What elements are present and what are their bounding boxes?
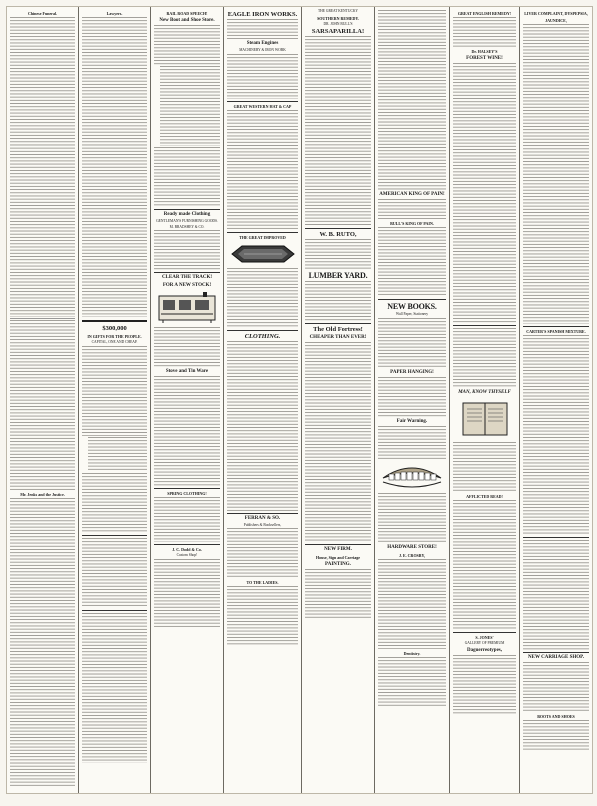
column-4 [224, 7, 302, 793]
advert-heading: LIVER COMPLAINT, DYSPEPSIA, [524, 11, 588, 16]
dentures-illustration [379, 464, 445, 490]
advert-body [305, 342, 371, 542]
divider [154, 209, 220, 210]
advert-heading: PAINTING. [325, 562, 351, 568]
advert-heading: THE GREAT IMPROVED [239, 234, 286, 240]
advert-heading: Steam Engines [246, 41, 279, 46]
divider [227, 330, 298, 331]
advert-body [378, 227, 446, 297]
divider [523, 652, 589, 653]
column-6 [375, 7, 450, 793]
advert-body [523, 335, 589, 535]
advert-heading: FOREST WINE! [466, 56, 503, 61]
advert-heading: FOR A NEW STOCK! [162, 283, 212, 289]
article-body [10, 320, 75, 490]
advert-subheading: M. BRADSHEY & CO. [169, 224, 205, 229]
advert-subheading: THE GREAT KENTUCKY [317, 9, 359, 13]
advert-body [227, 54, 298, 99]
advert-body [227, 19, 298, 39]
advert-body [523, 720, 589, 750]
advert-body [378, 10, 446, 190]
divider [305, 228, 371, 229]
advert-heading: HARDWARE STORE! [387, 544, 437, 550]
advert-subheading: Dr. HALSEY'S [471, 49, 498, 54]
column-8 [520, 7, 592, 793]
advert-subheading: CAPITAL, ONE AND CHEAP. [91, 340, 138, 344]
advert-body [154, 376, 220, 486]
divider [82, 610, 147, 611]
advert-body [154, 25, 220, 65]
article-heading: Lawyers. [106, 11, 123, 16]
advert-body [154, 147, 220, 207]
advert-heading: Ready made Clothing [163, 212, 211, 217]
advert-heading: S. JONES' [475, 635, 494, 640]
advert-heading: AFFLICTED READ! [466, 494, 503, 499]
advert-heading: CLEAR THE TRACK! [161, 275, 213, 281]
advert-heading: RAIL ROAD SPEECH! [166, 11, 208, 16]
column-2 [79, 7, 151, 793]
advert-body [305, 36, 371, 226]
advert-list [160, 66, 220, 146]
advert-body [378, 657, 446, 707]
advert-heading: LUMBER YARD. [308, 271, 368, 281]
advert-heading: NEW CARRIAGE SHOP. [528, 655, 584, 660]
advert-heading: Daguerreotypes, [466, 647, 503, 653]
advert-subheading: DR. JOHN BULL'S [323, 21, 353, 26]
article-body [82, 538, 147, 608]
advert-body [227, 586, 298, 646]
column-7 [450, 7, 520, 793]
divider [453, 632, 516, 633]
advert-body [523, 540, 589, 650]
coffin-illustration [230, 243, 296, 265]
advert-heading: BOOTS AND SHOES [537, 714, 575, 719]
advert-heading: FERRAN & SO. [244, 515, 281, 521]
advert-body [378, 377, 446, 417]
advert-heading: New Boot and Shoe Store. [159, 18, 215, 23]
advert-body [82, 346, 147, 436]
advert-body [453, 442, 516, 492]
stove-illustration [157, 292, 217, 324]
divider [523, 537, 589, 538]
divider [227, 232, 298, 233]
advert-body [227, 110, 298, 230]
advert-body [154, 559, 220, 629]
divider [154, 488, 220, 489]
advert-subheading: IN GIFTS FOR THE PEOPLE. [87, 334, 142, 339]
advert-subheading: J. E. CROSBY, [399, 552, 425, 558]
advert-heading: CLOTHING. [244, 332, 281, 340]
advert-body [523, 662, 589, 712]
divider [305, 544, 371, 545]
advert-body [378, 318, 446, 368]
advert-body [378, 559, 446, 649]
advert-heading: Fair Warning. [396, 418, 428, 424]
advert-heading: MAN, KNOW THYSELF [458, 390, 511, 395]
newspaper-page [6, 6, 593, 794]
advert-body [227, 341, 298, 511]
advert-heading: NEW BOOKS. [387, 302, 437, 311]
advert-subheading: Wall Paper, Stationery [395, 312, 429, 316]
divider [82, 320, 147, 322]
article-body [82, 613, 147, 763]
advert-subheading: JAUNDICE, [545, 18, 567, 23]
advert-subheading: GALLERY OF PREMIUM [464, 641, 505, 645]
book-illustration [455, 399, 515, 439]
advert-subheading: Custom Shop! [176, 553, 198, 558]
advert-heading: SPRING CLOTHING! [167, 491, 207, 497]
advert-heading: Dentistry. [403, 650, 421, 656]
advert-body [453, 17, 516, 47]
advert-heading: CHEAPER THAN EVER! [309, 335, 367, 341]
divider [227, 101, 298, 102]
divider [523, 326, 589, 327]
advert-body [305, 239, 371, 269]
advert-heading: W. B. RUTO, [319, 231, 357, 239]
divider [378, 299, 446, 300]
advert-body [453, 63, 516, 323]
advert-heading: GREAT ENGLISH REMEDY! [457, 11, 512, 16]
advert-heading: $300,000 [102, 325, 127, 332]
advert-body [305, 569, 371, 619]
advert-heading: GREAT WESTERN HAT & CAP [233, 103, 292, 109]
advert-heading: EAGLE IRON WORKS. [227, 11, 298, 18]
article-heading: Mr. Jenks and the Justice. [20, 492, 65, 497]
advert-body [154, 327, 220, 367]
article-body [82, 17, 147, 317]
advert-body [154, 497, 220, 542]
article-body [10, 498, 75, 788]
article-heading: Chinese Funeral. [27, 11, 58, 16]
advert-heading: SARSAPARILLA! [311, 28, 365, 36]
advert-heading: J. C. Dodd & Co. [172, 547, 202, 553]
advert-body [453, 655, 516, 715]
advert-body [378, 199, 446, 219]
advert-heading: SOUTHERN REMEDY. [317, 15, 359, 21]
divider [154, 544, 220, 545]
advert-heading: AMERICAN KING OF PAIN! [379, 192, 445, 197]
advert-subheading: House, Sign and Carriage [315, 555, 360, 561]
advert-heading: NEW FIRM. [324, 547, 352, 553]
advert-heading: TO THE LADIES. [246, 580, 279, 586]
advert-body [453, 500, 516, 630]
advert-subheading: GENTLEMAN'S FURNISHING GOODS. [156, 219, 218, 223]
column-3 [151, 7, 224, 793]
article-body [10, 17, 75, 317]
divider [10, 318, 75, 319]
advert-heading: PAPER HANGING! [390, 369, 434, 375]
advert-heading: The Old Fortress! [313, 326, 363, 334]
divider [154, 272, 220, 273]
advert-body [82, 473, 147, 533]
advert-body [378, 426, 446, 461]
column-1 [7, 7, 79, 793]
advert-body [523, 24, 589, 324]
divider [227, 513, 298, 514]
advert-list [88, 437, 147, 472]
advert-body [305, 281, 371, 321]
advert-heading: CARTER'S SPANISH MIXTURE. [526, 329, 586, 334]
advert-heading: BULL'S KING OF PAIN. [390, 221, 434, 226]
advert-heading: Stove and Tin Ware [165, 369, 209, 375]
advert-body [453, 328, 516, 388]
advert-body [227, 528, 298, 578]
advert-subheading: MACHINERY & IRON WORK [239, 48, 286, 52]
divider [453, 325, 516, 326]
advert-subheading: Publishers & Booksellers, [243, 522, 282, 527]
divider [305, 323, 371, 324]
advert-body [227, 268, 298, 328]
advert-body [378, 493, 446, 543]
divider [82, 535, 147, 536]
column-5 [302, 7, 375, 793]
advert-body [154, 230, 220, 270]
